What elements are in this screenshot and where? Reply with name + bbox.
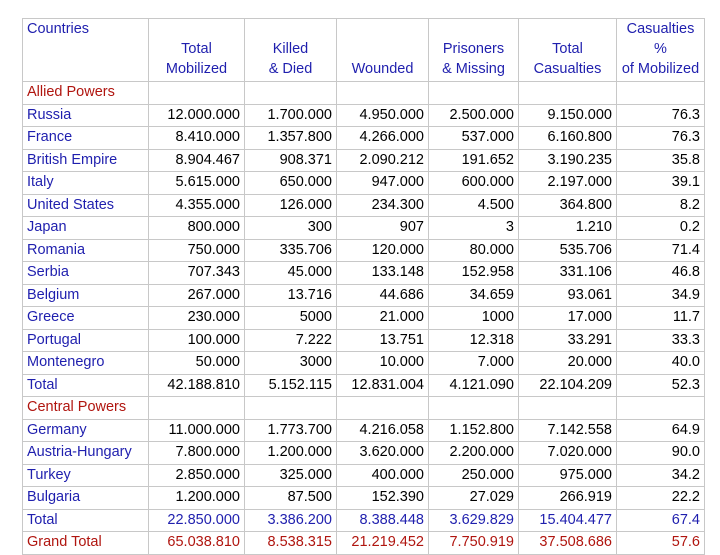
country-name-cell: Total bbox=[23, 374, 149, 397]
table-row bbox=[23, 487, 705, 510]
value-cell: 15.404.477 bbox=[519, 509, 617, 532]
casualties-table bbox=[22, 18, 705, 555]
table-row bbox=[23, 284, 705, 307]
casualties-table-container bbox=[22, 18, 704, 555]
value-cell: 8.410.000 bbox=[149, 127, 245, 150]
value-cell: 76.3 bbox=[617, 127, 705, 150]
value-cell: 7.750.919 bbox=[429, 532, 519, 555]
value-cell: 152.390 bbox=[337, 487, 429, 510]
country-name-cell: Italy bbox=[23, 172, 149, 195]
value-cell: 4.355.000 bbox=[149, 194, 245, 217]
value-cell: 80.000 bbox=[429, 239, 519, 262]
empty-cell bbox=[245, 397, 337, 420]
value-cell: 8.538.315 bbox=[245, 532, 337, 555]
value-cell: 7.800.000 bbox=[149, 442, 245, 465]
value-cell: 2.090.212 bbox=[337, 149, 429, 172]
value-cell: 152.958 bbox=[429, 262, 519, 285]
value-cell: 57.6 bbox=[617, 532, 705, 555]
value-cell: 4.121.090 bbox=[429, 374, 519, 397]
value-cell: 65.038.810 bbox=[149, 532, 245, 555]
value-cell: 537.000 bbox=[429, 127, 519, 150]
value-cell: 535.706 bbox=[519, 239, 617, 262]
section-header-row bbox=[23, 82, 705, 105]
empty-cell bbox=[519, 82, 617, 105]
value-cell: 4.216.058 bbox=[337, 419, 429, 442]
value-cell: 0.2 bbox=[617, 217, 705, 240]
empty-cell bbox=[337, 397, 429, 420]
section-title: Central Powers bbox=[23, 397, 149, 420]
value-cell: 39.1 bbox=[617, 172, 705, 195]
empty-cell bbox=[245, 82, 337, 105]
value-cell: 120.000 bbox=[337, 239, 429, 262]
country-name-cell: Turkey bbox=[23, 464, 149, 487]
header-total-mobilized: Total Mobilized bbox=[149, 19, 245, 82]
value-cell: 908.371 bbox=[245, 149, 337, 172]
value-cell: 400.000 bbox=[337, 464, 429, 487]
empty-cell bbox=[429, 397, 519, 420]
value-cell: 22.850.000 bbox=[149, 509, 245, 532]
empty-cell bbox=[617, 82, 705, 105]
value-cell: 11.7 bbox=[617, 307, 705, 330]
value-cell: 2.500.000 bbox=[429, 104, 519, 127]
value-cell: 1.357.800 bbox=[245, 127, 337, 150]
value-cell: 8.2 bbox=[617, 194, 705, 217]
value-cell: 27.029 bbox=[429, 487, 519, 510]
table-row bbox=[23, 262, 705, 285]
value-cell: 1.700.000 bbox=[245, 104, 337, 127]
value-cell: 5.152.115 bbox=[245, 374, 337, 397]
empty-cell bbox=[337, 82, 429, 105]
value-cell: 364.800 bbox=[519, 194, 617, 217]
value-cell: 40.0 bbox=[617, 352, 705, 375]
table-row bbox=[23, 352, 705, 375]
value-cell: 76.3 bbox=[617, 104, 705, 127]
header-wounded: Wounded bbox=[337, 19, 429, 82]
country-name-cell: Japan bbox=[23, 217, 149, 240]
value-cell: 3.629.829 bbox=[429, 509, 519, 532]
table-row bbox=[23, 239, 705, 262]
value-cell: 600.000 bbox=[429, 172, 519, 195]
value-cell: 21.000 bbox=[337, 307, 429, 330]
value-cell: 100.000 bbox=[149, 329, 245, 352]
table-row bbox=[23, 127, 705, 150]
value-cell: 3 bbox=[429, 217, 519, 240]
country-name-cell: Serbia bbox=[23, 262, 149, 285]
value-cell: 4.266.000 bbox=[337, 127, 429, 150]
value-cell: 1000 bbox=[429, 307, 519, 330]
value-cell: 1.200.000 bbox=[149, 487, 245, 510]
value-cell: 67.4 bbox=[617, 509, 705, 532]
value-cell: 7.142.558 bbox=[519, 419, 617, 442]
value-cell: 22.104.209 bbox=[519, 374, 617, 397]
value-cell: 5.615.000 bbox=[149, 172, 245, 195]
header-row bbox=[23, 19, 705, 82]
table-row bbox=[23, 329, 705, 352]
header-killed-died: Killed & Died bbox=[245, 19, 337, 82]
value-cell: 50.000 bbox=[149, 352, 245, 375]
country-name-cell: Montenegro bbox=[23, 352, 149, 375]
table-body bbox=[23, 82, 705, 555]
country-name-cell: Greece bbox=[23, 307, 149, 330]
value-cell: 45.000 bbox=[245, 262, 337, 285]
country-name-cell: Germany bbox=[23, 419, 149, 442]
country-name-cell: Austria-Hungary bbox=[23, 442, 149, 465]
value-cell: 7.020.000 bbox=[519, 442, 617, 465]
value-cell: 8.904.467 bbox=[149, 149, 245, 172]
value-cell: 800.000 bbox=[149, 217, 245, 240]
value-cell: 8.388.448 bbox=[337, 509, 429, 532]
value-cell: 93.061 bbox=[519, 284, 617, 307]
value-cell: 34.9 bbox=[617, 284, 705, 307]
value-cell: 33.291 bbox=[519, 329, 617, 352]
value-cell: 10.000 bbox=[337, 352, 429, 375]
value-cell: 4.950.000 bbox=[337, 104, 429, 127]
empty-cell bbox=[149, 82, 245, 105]
table-row bbox=[23, 104, 705, 127]
country-name-cell: Bulgaria bbox=[23, 487, 149, 510]
country-name-cell: Russia bbox=[23, 104, 149, 127]
table-row bbox=[23, 172, 705, 195]
table-row bbox=[23, 442, 705, 465]
value-cell: 1.210 bbox=[519, 217, 617, 240]
table-row bbox=[23, 194, 705, 217]
value-cell: 20.000 bbox=[519, 352, 617, 375]
value-cell: 4.500 bbox=[429, 194, 519, 217]
value-cell: 2.200.000 bbox=[429, 442, 519, 465]
value-cell: 331.106 bbox=[519, 262, 617, 285]
value-cell: 2.850.000 bbox=[149, 464, 245, 487]
value-cell: 34.659 bbox=[429, 284, 519, 307]
value-cell: 71.4 bbox=[617, 239, 705, 262]
country-name-cell: United States bbox=[23, 194, 149, 217]
value-cell: 46.8 bbox=[617, 262, 705, 285]
country-name-cell: Belgium bbox=[23, 284, 149, 307]
grand-total-row bbox=[23, 532, 705, 555]
value-cell: 707.343 bbox=[149, 262, 245, 285]
value-cell: 44.686 bbox=[337, 284, 429, 307]
header-countries: Countries bbox=[23, 19, 149, 82]
country-name-cell: British Empire bbox=[23, 149, 149, 172]
value-cell: 13.716 bbox=[245, 284, 337, 307]
value-cell: 7.000 bbox=[429, 352, 519, 375]
value-cell: 21.219.452 bbox=[337, 532, 429, 555]
value-cell: 37.508.686 bbox=[519, 532, 617, 555]
value-cell: 13.751 bbox=[337, 329, 429, 352]
value-cell: 650.000 bbox=[245, 172, 337, 195]
value-cell: 3000 bbox=[245, 352, 337, 375]
table-row bbox=[23, 307, 705, 330]
empty-cell bbox=[519, 397, 617, 420]
value-cell: 947.000 bbox=[337, 172, 429, 195]
value-cell: 11.000.000 bbox=[149, 419, 245, 442]
value-cell: 907 bbox=[337, 217, 429, 240]
value-cell: 3.620.000 bbox=[337, 442, 429, 465]
table-row bbox=[23, 217, 705, 240]
value-cell: 12.831.004 bbox=[337, 374, 429, 397]
section-title: Allied Powers bbox=[23, 82, 149, 105]
value-cell: 35.8 bbox=[617, 149, 705, 172]
value-cell: 42.188.810 bbox=[149, 374, 245, 397]
value-cell: 52.3 bbox=[617, 374, 705, 397]
value-cell: 9.150.000 bbox=[519, 104, 617, 127]
value-cell: 17.000 bbox=[519, 307, 617, 330]
empty-cell bbox=[149, 397, 245, 420]
value-cell: 7.222 bbox=[245, 329, 337, 352]
value-cell: 133.148 bbox=[337, 262, 429, 285]
country-name-cell: Grand Total bbox=[23, 532, 149, 555]
value-cell: 126.000 bbox=[245, 194, 337, 217]
table-row bbox=[23, 464, 705, 487]
total-row bbox=[23, 509, 705, 532]
value-cell: 33.3 bbox=[617, 329, 705, 352]
total-row bbox=[23, 374, 705, 397]
header-casualties-percent: Casualties % of Mobilized bbox=[617, 19, 705, 82]
value-cell: 5000 bbox=[245, 307, 337, 330]
empty-cell bbox=[429, 82, 519, 105]
country-name-cell: Total bbox=[23, 509, 149, 532]
value-cell: 975.000 bbox=[519, 464, 617, 487]
value-cell: 3.190.235 bbox=[519, 149, 617, 172]
value-cell: 12.000.000 bbox=[149, 104, 245, 127]
country-name-cell: Portugal bbox=[23, 329, 149, 352]
value-cell: 267.000 bbox=[149, 284, 245, 307]
value-cell: 1.200.000 bbox=[245, 442, 337, 465]
value-cell: 250.000 bbox=[429, 464, 519, 487]
value-cell: 234.300 bbox=[337, 194, 429, 217]
value-cell: 230.000 bbox=[149, 307, 245, 330]
table-row bbox=[23, 149, 705, 172]
value-cell: 87.500 bbox=[245, 487, 337, 510]
value-cell: 22.2 bbox=[617, 487, 705, 510]
value-cell: 325.000 bbox=[245, 464, 337, 487]
header-prisoners-missing: Prisoners & Missing bbox=[429, 19, 519, 82]
value-cell: 266.919 bbox=[519, 487, 617, 510]
value-cell: 2.197.000 bbox=[519, 172, 617, 195]
section-header-row bbox=[23, 397, 705, 420]
country-name-cell: Romania bbox=[23, 239, 149, 262]
header-total-casualties: Total Casualties bbox=[519, 19, 617, 82]
value-cell: 12.318 bbox=[429, 329, 519, 352]
value-cell: 191.652 bbox=[429, 149, 519, 172]
value-cell: 6.160.800 bbox=[519, 127, 617, 150]
value-cell: 1.152.800 bbox=[429, 419, 519, 442]
value-cell: 300 bbox=[245, 217, 337, 240]
value-cell: 90.0 bbox=[617, 442, 705, 465]
value-cell: 34.2 bbox=[617, 464, 705, 487]
value-cell: 1.773.700 bbox=[245, 419, 337, 442]
value-cell: 335.706 bbox=[245, 239, 337, 262]
country-name-cell: France bbox=[23, 127, 149, 150]
value-cell: 3.386.200 bbox=[245, 509, 337, 532]
table-row bbox=[23, 419, 705, 442]
empty-cell bbox=[617, 397, 705, 420]
value-cell: 750.000 bbox=[149, 239, 245, 262]
value-cell: 64.9 bbox=[617, 419, 705, 442]
